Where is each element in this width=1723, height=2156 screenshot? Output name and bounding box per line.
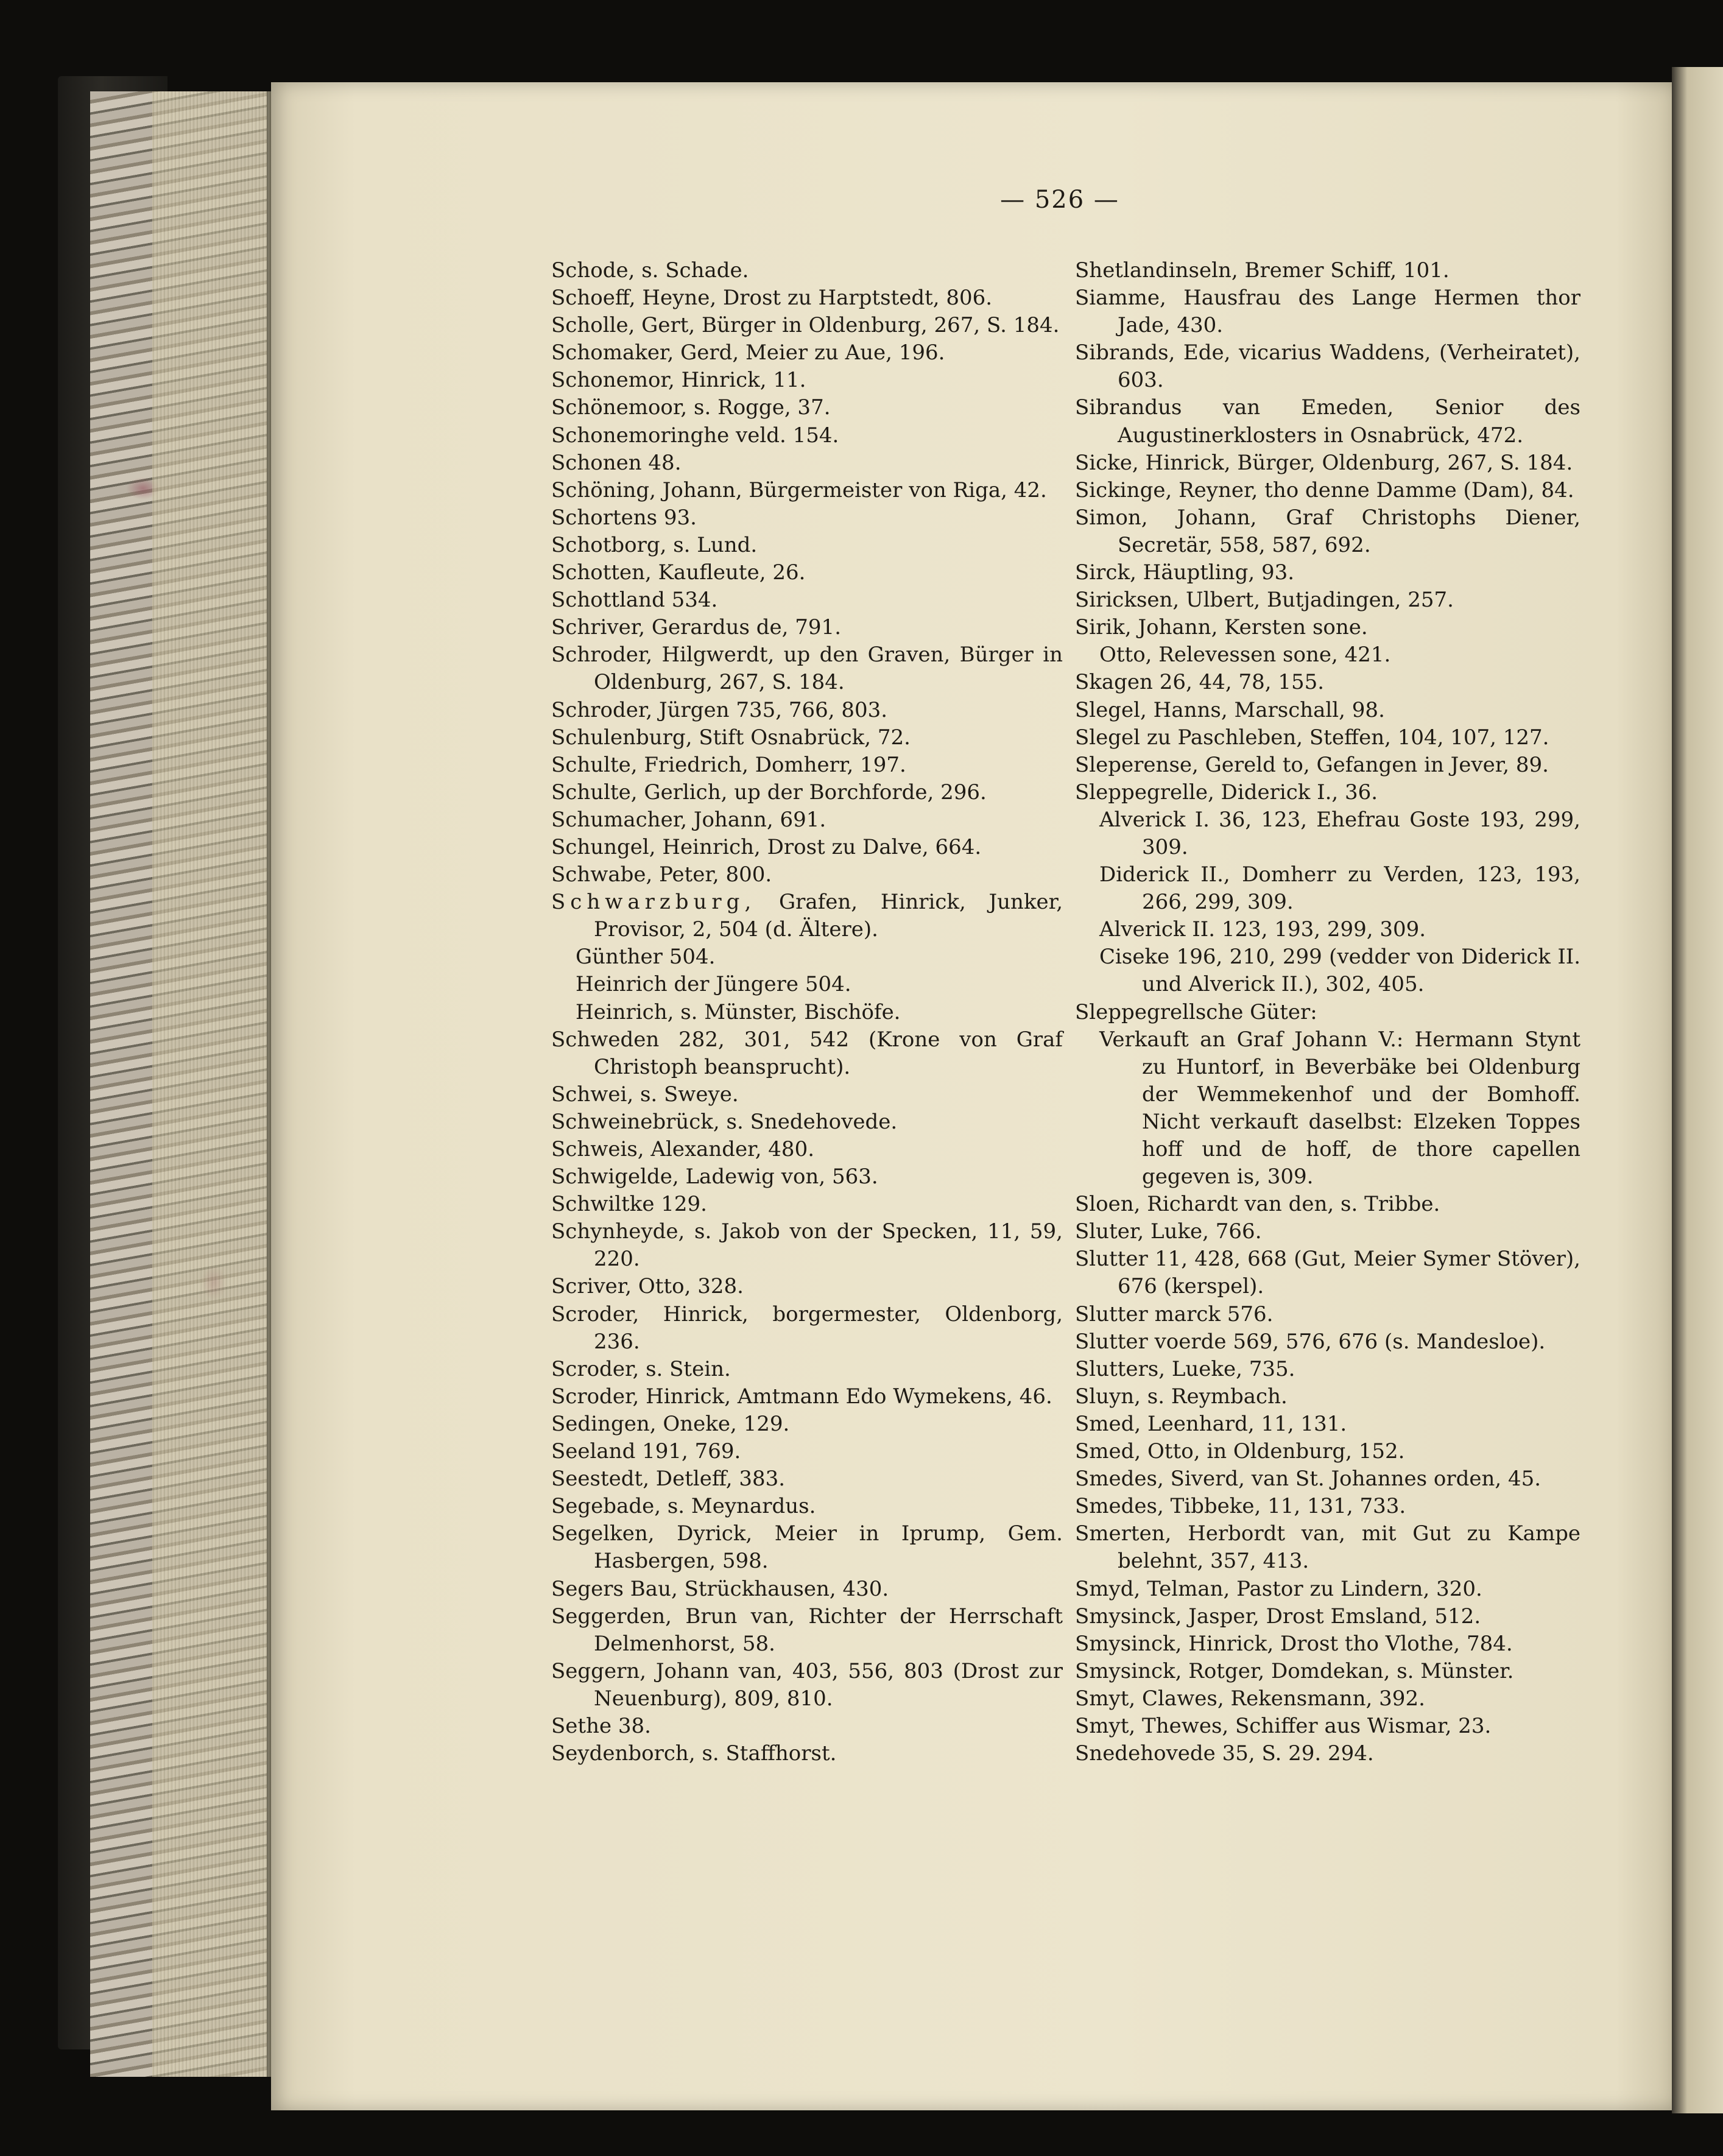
index-entry: Shetlandinseln, Bremer Schiff, 101. — [1075, 258, 1450, 283]
index-entry: Smed, Leenhard, 11, 131. — [1075, 1411, 1347, 1436]
index-entry: Schynheyde, s. Jakob von der Specken, 11, 59, 220. — [551, 1219, 1063, 1272]
index-entry: Sirck, Häuptling, 93. — [1075, 560, 1295, 585]
index-entry: Smysinck, Jasper, Drost Emsland, 512. — [1075, 1604, 1481, 1629]
index-entry: Skagen 26, 44, 78, 155. — [1075, 670, 1325, 695]
index-entry: Schonen 48. — [551, 450, 682, 475]
index-entry: Seggerden, Brun van, Richter der Herrschaft Delmenhorst, 58. — [551, 1604, 1063, 1656]
index-subentry: Verkauft an Graf Johann V.: Hermann Stynt zu Huntorf, in Beverbäke bei Oldenburg der Wemmekenhof und der Bomhoff. Nicht verkauft daselbst: Elzeken Toppes hoff und de hoff, de thore capellen gegeven is, 309. — [1099, 1027, 1580, 1189]
index-subentry: Alverick I. 36, 123, Ehefrau Goste 193, 299, 309. — [1099, 807, 1580, 859]
index-entry: Schungel, Heinrich, Drost zu Dalve, 664. — [551, 834, 982, 859]
page-number: — 526 — — [1000, 186, 1119, 214]
index-entry: Schweden 282, 301, 542 (Krone von Graf Christoph beansprucht). — [551, 1027, 1063, 1079]
index-entry: Sethe 38. — [551, 1713, 651, 1738]
index-entry: Schöning, Johann, Bürgermeister von Riga, 42. — [551, 477, 1047, 502]
index-entry: Schonemoringhe veld. 154. — [551, 423, 839, 448]
index-entry-text: Grafen, Hinrick, Junker, Provisor, 2, 504 (d. Ältere). — [594, 890, 1063, 942]
page-edges — [152, 91, 274, 2077]
index-entry: Sedingen, Oneke, 129. — [551, 1411, 790, 1436]
index-entry: Sluter, Luke, 766. — [1075, 1219, 1262, 1244]
index-entry: Schroder, Hilgwerdt, up den Graven, Bürger in Oldenburg, 267, S. 184. — [551, 643, 1063, 695]
index-entry: Schottland 534. — [551, 588, 718, 613]
index-entry: Slegel zu Paschleben, Steffen, 104, 107, 127. — [1075, 725, 1549, 750]
index-entry: Slutter 11, 428, 668 (Gut, Meier Symer Stöver), 676 (kerspel). — [1075, 1247, 1580, 1299]
index-entry: Sibrandus van Emeden, Senior des Augustinerklosters in Osnabrück, 472. — [1075, 395, 1580, 448]
index-subentry: Heinrich, s. Münster, Bischöfe. — [576, 999, 901, 1024]
index-column-left — [551, 257, 1063, 1767]
index-entry: Smyd, Telman, Pastor zu Lindern, 320. — [1075, 1576, 1482, 1601]
index-entry: Slutters, Lueke, 735. — [1075, 1356, 1295, 1381]
index-entry: Schwigelde, Ladewig von, 563. — [551, 1164, 878, 1189]
index-entry: Schotborg, s. Lund. — [551, 532, 758, 557]
index-entry: Sirik, Johann, Kersten sone. — [1075, 615, 1368, 640]
index-entry: Schulte, Friedrich, Domherr, 197. — [551, 752, 906, 777]
index-entry: Siamme, Hausfrau des Lange Hermen thor Jade, 430. — [1075, 286, 1580, 338]
index-entry: Segebade, s. Meynardus. — [551, 1494, 816, 1519]
index-entry: Smysinck, Hinrick, Drost tho Vlothe, 784. — [1075, 1631, 1513, 1656]
index-subentry: Heinrich der Jüngere 504. — [576, 972, 851, 997]
index-entry: Schwiltke 129. — [551, 1192, 707, 1217]
index-entry: Smedes, Tibbeke, 11, 131, 733. — [1075, 1494, 1406, 1519]
index-entry: Slutter marck 576. — [1075, 1302, 1274, 1326]
index-entry: Sicke, Hinrick, Bürger, Oldenburg, 267, S. 184. — [1075, 450, 1573, 475]
index-entry: Sleppegrelle, Diderick I., 36. — [1075, 780, 1378, 805]
index-entry: Simon, Johann, Graf Christophs Diener, Secretär, 558, 587, 692. — [1075, 505, 1580, 557]
index-entry: Seeland 191, 769. — [551, 1439, 741, 1464]
index-entry: Sleppegrellsche Güter: — [1075, 999, 1317, 1024]
index-entry: Schortens 93. — [551, 505, 697, 530]
index-subentry: Alverick II. 123, 193, 299, 309. — [1099, 917, 1426, 942]
index-entry: Schriver, Gerardus de, 791. — [551, 615, 841, 640]
index-entry: Siricksen, Ulbert, Butjadingen, 257. — [1075, 588, 1454, 613]
index-entry: Scriver, Otto, 328. — [551, 1274, 744, 1299]
facing-page-edge — [1672, 67, 1723, 2113]
index-entry: Smedes, Siverd, van St. Johannes orden, 45. — [1075, 1467, 1542, 1492]
index-entry: Sluyn, s. Reymbach. — [1075, 1384, 1288, 1409]
index-subentry: Otto, Relevessen sone, 421. — [1099, 643, 1391, 668]
index-entry: Seydenborch, s. Staffhorst. — [551, 1741, 837, 1766]
index-subentry: Ciseke 196, 210, 299 (vedder von Diderick II. und Alverick II.), 302, 405. — [1099, 945, 1580, 997]
index-entry: Schulenburg, Stift Osnabrück, 72. — [551, 725, 911, 750]
index-entry: Scroder, Hinrick, borgermester, Oldenborg, 236. — [551, 1302, 1063, 1354]
index-subentry: Diderick II., Domherr zu Verden, 123, 193, 266, 299, 309. — [1099, 862, 1580, 915]
index-entry: Schweis, Alexander, 480. — [551, 1137, 815, 1161]
index-entry: Sibrands, Ede, vicarius Waddens, (Verheiratet), 603. — [1075, 340, 1580, 393]
index-entry: Sickinge, Reyner, tho denne Damme (Dam), 84. — [1075, 477, 1574, 502]
index-entry: Seggern, Johann van, 403, 556, 803 (Drost zur Neuenburg), 809, 810. — [551, 1658, 1063, 1711]
index-entry: Smerten, Herbordt van, mit Gut zu Kampe belehnt, 357, 413. — [1075, 1521, 1580, 1574]
index-entry: Slegel, Hanns, Marschall, 98. — [1075, 697, 1385, 722]
index-entry: Scholle, Gert, Bürger in Oldenburg, 267, S. 184. — [551, 313, 1060, 338]
index-entry: Smyt, Thewes, Schiffer aus Wismar, 23. — [1075, 1713, 1492, 1738]
index-entry: Schoeff, Heyne, Drost zu Harptstedt, 806. — [551, 286, 993, 311]
index-entry: Schwei, s. Sweye. — [551, 1082, 739, 1107]
index-entry: Schroder, Jürgen 735, 766, 803. — [551, 697, 888, 722]
index-entry: Schomaker, Gerd, Meier zu Aue, 196. — [551, 340, 945, 365]
index-subentry: Günther 504. — [576, 945, 716, 970]
index-column-right — [1075, 257, 1580, 1767]
index-entry: Scroder, s. Stein. — [551, 1356, 731, 1381]
index-entry: Smyt, Clawes, Rekensmann, 392. — [1075, 1686, 1425, 1711]
index-entry: Schweinebrück, s. Snedehovede. — [551, 1109, 898, 1134]
index-entry: Sloen, Richardt van den, s. Tribbe. — [1075, 1192, 1440, 1217]
index-entry: Schulte, Gerlich, up der Borchforde, 296. — [551, 780, 987, 805]
spaced-heading: Schwarzburg, — [551, 890, 756, 915]
index-entry: Smysinck, Rotger, Domdekan, s. Münster. — [1075, 1658, 1514, 1683]
index-entry: Schonemor, Hinrick, 11. — [551, 368, 806, 393]
index-entry: Snedehovede 35, S. 29. 294. — [1075, 1741, 1374, 1766]
index-entry-schwarzburg — [551, 889, 1063, 943]
index-entry: Schwabe, Peter, 800. — [551, 862, 772, 887]
index-entry: Seestedt, Detleff, 383. — [551, 1467, 786, 1492]
index-entry: Segelken, Dyrick, Meier in Iprump, Gem. Hasbergen, 598. — [551, 1521, 1063, 1574]
index-entry: Schönemoor, s. Rogge, 37. — [551, 395, 831, 420]
index-entry: Schode, s. Schade. — [551, 258, 749, 283]
index-entry: Schotten, Kaufleute, 26. — [551, 560, 806, 585]
index-entry: Segers Bau, Strückhausen, 430. — [551, 1576, 889, 1601]
index-entry: Scroder, Hinrick, Amtmann Edo Wymekens, 46. — [551, 1384, 1052, 1409]
index-entry: Slutter voerde 569, 576, 676 (s. Mandesloe). — [1075, 1329, 1546, 1354]
index-entry: Schumacher, Johann, 691. — [551, 807, 826, 832]
index-entry: Sleperense, Gereld to, Gefangen in Jever, 89. — [1075, 752, 1549, 777]
index-entry: Smed, Otto, in Oldenburg, 152. — [1075, 1439, 1405, 1464]
